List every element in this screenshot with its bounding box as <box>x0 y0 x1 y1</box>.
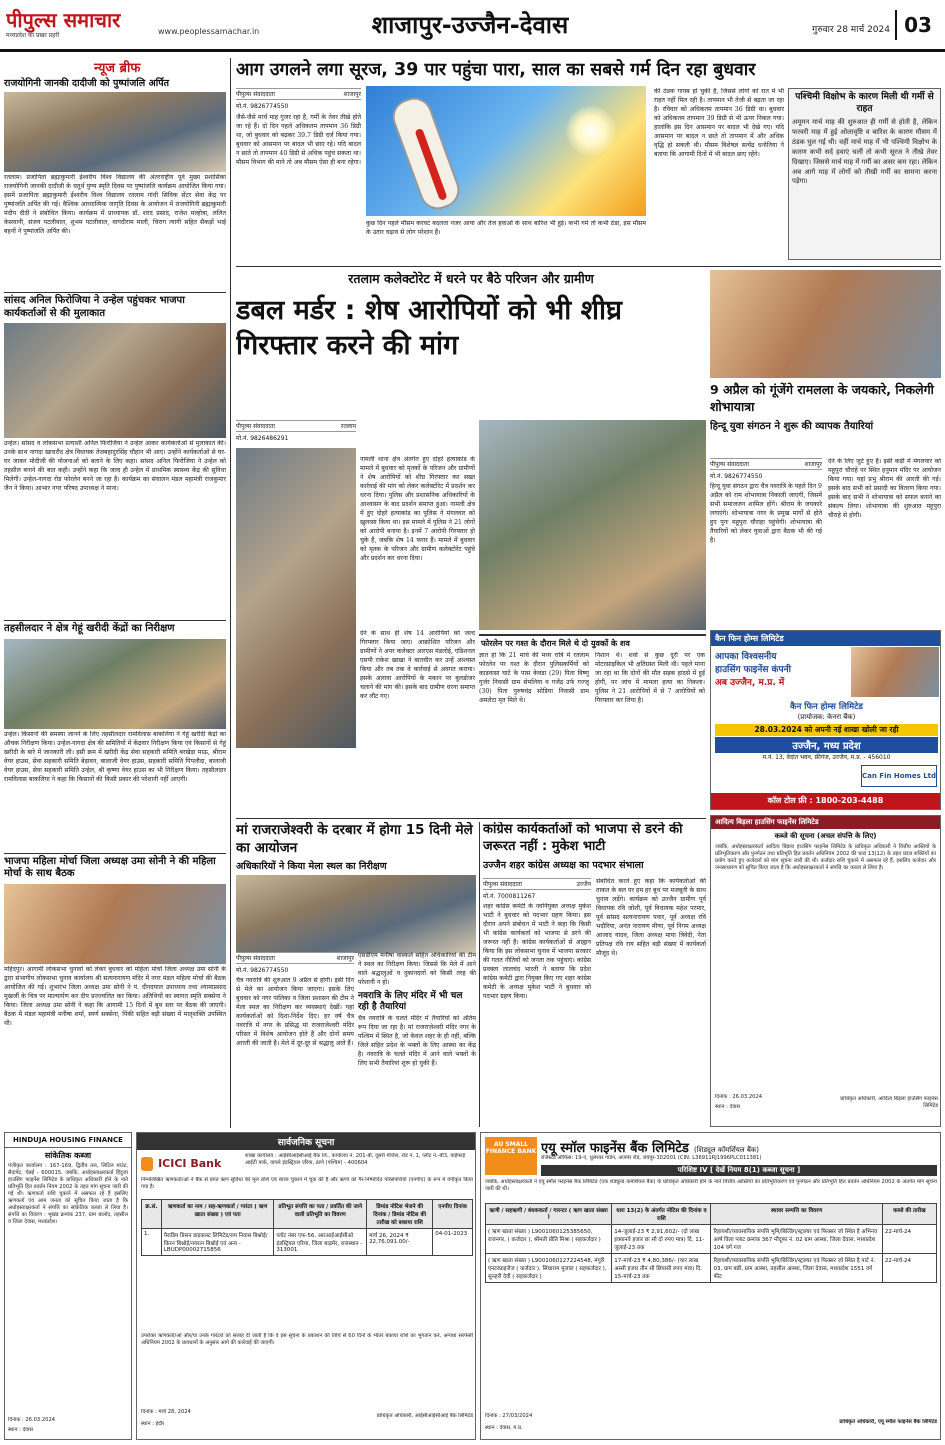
brief-headline: सांसद अनिल फिरोजिया ने उन्हेल पहुंचकर भाजपा कार्यकर्ताओं से की मुलाकात <box>4 295 185 319</box>
hinduja-title: सांकेतिक कब्जा <box>44 1151 92 1160</box>
section-divider <box>236 266 941 267</box>
hinduja-logo: HINDUJA HOUSING FINANCE <box>5 1133 131 1148</box>
au-signature: प्राधिकृत अधिकारी, एयू स्मॉल फाइनेंस बैंक लिमिटेड <box>839 1419 937 1425</box>
page-number: 03 <box>895 10 939 40</box>
mela-story <box>236 822 476 1127</box>
icici-signature: प्राधिकृत अधिकारी, आईसीआईसीआई बैंक लिमिटेड <box>376 1413 473 1419</box>
congress-subhead: उज्जैन शहर कांग्रेस अध्यक्ष का पदभार संभाला <box>483 859 644 871</box>
icici-place: स्थान : इंदौर <box>141 1421 165 1427</box>
congress-headline: कांग्रेस कार्यकर्ताओं को भाजपा से डरने की जरूरत नहीं : मुकेश भाटी <box>483 822 683 854</box>
section-title: शाजापुर-उज्जैन-देवास <box>371 11 569 39</box>
caption-col1: ज्ञात हो कि 21 मार्च की मध्य रात्रि में रतलाम फोरलेन पर गश्त के दौरान पुलिसकर्मियों को काडवासा घाटे के पास केवडा (29) पिता विष्णु गुर्जर निवासी ग्राम सेमलिया व गजेंद्र उर्फ गज्जू (30) पिता पुरुषचंद्र सोडिया निवासी ग्राम अमलेटा मृत मिले थे। <box>479 652 589 704</box>
reporter-phone: मो.नं. 9826774550 <box>236 103 289 110</box>
table-header: डिमांड नोटिस भेजने की दिनांक / डिमांड नोटिस की तारीख को बकाया राशि <box>367 1200 433 1229</box>
heat-byline <box>236 88 361 100</box>
canfin-tagline-3: अब उज्जैन, म.प्र. में <box>715 678 785 688</box>
brief-body: महिदपुर। आगामी लोकसभा चुनावों को लेकर बुधवार को महिला मोर्चा जिला अध्यक्ष उमा सोनी के द्वारा संभागीय लोकसभा चुनाव कार्यालय श्री सत्यनारायण मंदिर में नगर मंडल महिला मोर्चा की बैठक आयोजित की गई। शुभारंभ जिला अध्यक्ष उमा सोनी ने पं. दीनदयाल उपाध्याय तथा श्यामाप्रसाद मुखर्जी के चित्र पर माल्यार्पण कर दीप प्रज्ज्वलित कर किया। अतिथियों का स्वागत स्मृति सक्सेना ने किया। जिला अध्यक्ष उमा सोनी ने कहा कि आगामी 15 दिनों में बूथ स्तर पर बैठक की जाएगी। बैठक में मंडल महामंत्री मनीषा शर्मा, स्वर्ण सक्सेना, पिंकी सहित बड़ी संख्या में मातृशक्ति उपस्थित थी। <box>4 965 226 1027</box>
hinduja-place: स्थान : देवास <box>8 1427 33 1433</box>
canfin-company-2: कैन फिन होम्स लिमिटेड <box>790 702 863 712</box>
au-address: रजिस्टर्ड ऑफिस: 19-ए, धुलेश्वर गार्डन, अजमेर रोड, जयपुर-302001 (CIN: L36911RJ1996PLC011381) <box>541 1155 762 1161</box>
masthead <box>0 0 945 52</box>
reporter-phone: मो.नं. 9826774550 <box>236 967 289 974</box>
au-logo <box>485 1137 537 1175</box>
reporter-phone: मो.नं. 7000811267 <box>483 893 536 900</box>
icici-footer: उपरोक्त ऋणकर्ता/ओं और/या उनके गारंटरों को सलाह दी जाती है कि वे इस सूचना के प्रकाशन की तिथि से 60 दिनों के भीतर बकाया राशि का भुगतान करें, अन्यथा सरफेसी अधिनियम 2002 के प्रावधानों के अनुसार आगे की कार्रवाई की जाएगी। <box>141 1333 473 1347</box>
paper-name: पीपुल्स समाचार <box>6 8 121 32</box>
icici-logo <box>141 1153 241 1171</box>
canfin-city: उज्जैन, मध्य प्रदेश <box>715 737 938 753</box>
cell-property: रिहायशी/व्यावसायिक संपत्ति भूमि/बिल्डिंग/स्ट्रक्चर एवं फिक्सर जो स्थित है पार्ट नं. 03, ग्राम बन्नी, ग्राम आस्था, तहसील आस्था, जिला देवास, मध्यप्रदेश 1551 वर्ग फीट <box>711 1254 882 1283</box>
column-divider <box>230 58 231 1128</box>
icici-logo-icon <box>141 1157 153 1171</box>
ram-story <box>710 270 941 625</box>
murder-crowd-photo <box>479 420 706 630</box>
table-row <box>486 1254 937 1283</box>
canfin-tagline-1: आपका विश्वसनीय <box>715 652 777 662</box>
cell-sr: 1. <box>142 1229 162 1256</box>
brief-item-2 <box>4 292 226 620</box>
side-box-body: अमूमन मार्च माह की शुरुआत ही गर्मी से होती है, लेकिन फरवरी माह में हुई ओलावृष्टि व बारिश के कारण मौसम में ठंडक घुल गई थी। वहीं मार्च माह में भी पश्चिमी विक्षोभ के कारण कभी सर्द हवाएं चलीं तो कभी सूरज ने तीखे तेवर दिखाए। जिससे मार्च माह में गर्मी का असर कम रहा। लेकिन अब आगे माह में लोगों को तीखी गर्मी का सामना करना पड़ेगा। <box>792 118 937 186</box>
aditya-subtitle: कब्जे की सूचना (अचल संपत्ति के लिए) <box>774 832 877 840</box>
au-title-wrap <box>541 1137 937 1156</box>
reporter: पीपुल्स संवाददाता <box>236 91 275 98</box>
ram-byline <box>710 458 822 470</box>
heat-side-box <box>788 88 941 260</box>
location: रतलाम <box>340 423 356 430</box>
icici-table-wrap <box>141 1199 473 1256</box>
icici-header: सार्वजनिक सूचना <box>137 1133 475 1150</box>
canfin-opening: 28.03.2024 को अपनी नई शाखा खोली जा रही <box>715 724 938 736</box>
au-logo-text: AU SMALL FINANCE BANK <box>485 1141 537 1155</box>
reporter: पीपुल्स संवाददाता <box>483 881 522 888</box>
murder-headline: डबल मर्डर : शेष आरोपियों को भी शीघ्र गिरफ्तार करने की मांग <box>236 294 622 361</box>
thermometer-icon <box>388 93 465 215</box>
brief-item-4 <box>4 853 226 1116</box>
side-box-title: पश्चिमी विक्षोभ के कारण मिली थी गर्मी से राहत <box>795 92 934 114</box>
cell-npa: 04-01-2023 <box>433 1229 473 1256</box>
section-divider <box>236 818 706 819</box>
table-header: कब्जे की तारीख <box>882 1204 936 1225</box>
ram-photo <box>710 270 941 378</box>
au-appendix: परिशिष्ट IV [ देखें नियम 8(1) कब्जा सूचना ] <box>541 1165 937 1176</box>
ram-headline: 9 अप्रैल को गूंजेंगे रामलला के जयकारे, निकलेगी शोभायात्रा <box>710 382 934 414</box>
table-header: ऋणकर्ता का नाम / सह-ऋणकर्ता / गारंटर ( ऋण खाता संख्या ) एवं पता <box>161 1200 274 1229</box>
thermometer-mercury <box>414 128 447 201</box>
photo-caption: फोरलेन पर गश्त के दौरान मिले थे दो युवकों के शव <box>481 639 630 648</box>
reporter: पीपुल्स संवाददाता <box>710 461 749 468</box>
mela-col1: चैत्र नवरात्रि की शुरुआत 9 अप्रैल से होगी। इसी दिन से मेले का आयोजन किया जाएगा। इसके लिए बुधवार को नगर पालिका व जिला प्रशासन की टीम ने मेला स्थल का निरीक्षण कर व्यवस्थाएं देखीं। यहां कार्यकर्ताओं को दिशा-निर्देश दिए। हर वर्ष चैत्र नवरात्रि में नगर के प्रसिद्ध मां राजराजेश्वरी मंदिर परिसर में विशेष आयोजन होते हैं और दोनों समय आरती की जाती है। मेले में दूर-दूर से श्रद्धालु आते हैं। <box>236 977 354 1047</box>
ram-col2: देने के लिए जुटे हुए हैं। इसी कड़ी में मंगलवार को महूपुरा चौराहे पर स्थित हनुमान मंदिर पर आयोजन किया गया। यहां प्रभु श्रीराम की आरती की गई। इसके बाद सभी को प्रसादी का वितरण किया गया। इसके बाद सभी ने शोभायात्रा को सफल बनाने का संकल्प लिया। शोभायात्रा की शुरुआत महूपुरा चौराहे से होगी। <box>828 458 941 519</box>
au-place: स्थान : देवास, म.प्र. <box>485 1425 523 1431</box>
table-header: एनपीए दिनांक <box>433 1200 473 1229</box>
table-header-row <box>142 1200 473 1229</box>
reporter: पीपुल्स संवाददाता <box>236 955 275 962</box>
table-header: स्थावर सम्पत्ति का विवरण <box>711 1204 882 1225</box>
thermometer-photo <box>366 86 646 216</box>
canfin-address: म.नं. 13, वेदांत भवन, फ्रीगंज, उज्जैन, म.प्र. - 456010 <box>762 754 891 761</box>
brief-body: उन्हेल। किसानों की समस्या जानने के लिए तहसीलदार रामविलास बाकलिया ने गेहूं खरीदी केंद्रों का औचक निरीक्षण किया। उन्हेल-नागदा क्षेत्र की समितियों में केंद्रवार निरीक्षण किया एवं किसानों से गेहूं खरीदी के बारे में जानकारी ली। इसी क्रम में खरीदी केंद्र सेवा सहकारी समिति बरखेड़ा माऊ, श्रीराम वेयर हाउस, सेवा सहकारी समिति बेड़ावन, बालाजी वेयर हाउस, सहकारी समिति पिपलौदा, बालाजी वेयर हाउस, सेवा सहकारी समिति उन्हेल, श्री कृष्णा वेयर हाउस का भी निरीक्षण किया। तहसीलदार रामविलास बाकलिया ने कहा कि किसानों की किसी प्रकार की परेशानी नहीं आएगी। <box>4 730 226 783</box>
table-header: क्र.सं. <box>142 1200 162 1229</box>
ram-subhead: हिन्दू युवा संगठन ने शुरू की व्यापक तैयारियां <box>710 420 874 432</box>
canfin-tollfree-bar: कॉल टोल फ्री : 1800-203-4488 <box>711 793 940 809</box>
cell-date: 22-मार्च-24 <box>882 1254 936 1283</box>
canfin-tagline-box <box>715 649 845 688</box>
sun-icon <box>566 106 616 156</box>
congress-col1-wrap <box>483 878 591 1127</box>
reporter-phone: मो.नं. 9826486291 <box>236 435 289 442</box>
cell-notice: 17-मार्च-23 ₹ 4,80,386/- (चार लाख अस्सी हजार तीन सौ छियासी रुपए मात्र) दि. 15-मार्च-23 तक <box>612 1254 711 1283</box>
mela-photo <box>236 875 476 953</box>
murder-byline <box>236 420 356 432</box>
reporter: पीपुल्स संवाददाता <box>236 423 275 430</box>
aditya-body: जबकि, अधोहस्ताक्षरकर्ता आदित्य बिड़ला हाउसिंग फाइनेंस लिमिटेड के प्राधिकृत अधिकारी ने वित्तीय आस्तियों के प्रतिभूतिकरण और पुनर्गठन तथा प्रतिभूति हित प्रवर्तन अधिनियम 2002 की धारा 13(12) के तहत प्रदत्त शक्तियों का प्रयोग करते हुए कर्जदारों को मांग सूचना जारी की थी। कर्जदार राशि चुकाने में असफल रहे हैं, इसलिए कर्जदार और जनसाधारण को सूचित किया जाता है कि अधोहस्ताक्षरकर्ता ने संपत्ति का कब्जा ले लिया है। <box>715 844 936 872</box>
au-table-wrap <box>485 1203 937 1283</box>
caption-col2: निशान थे। शवों से कुछ दूरी पर एक मोटरसाइकिल भी क्षतिग्रस्त मिली थी। पहले माना जा रहा था कि दोनों की मौत सड़क हादसे में हुई होगी, पर जांच में मामला हत्या का निकला। पुलिस ने 21 आरोपियों में से 7 आरोपियों को गिरफ्तार कर लिया है। <box>595 652 705 704</box>
page-date: गुरुवार 28 मार्च 2024 <box>812 25 890 35</box>
icici-table <box>141 1199 473 1256</box>
murder-kicker: रतलाम कलेक्टोरेट में धरने पर बैठे परिजन और ग्रामीण <box>348 271 594 286</box>
au-date: दिनांक : 27/03/2024 <box>485 1413 533 1419</box>
aditya-place: स्थान : देवास <box>715 1104 740 1110</box>
mela-inset-title: नवरात्रि के लिए मंदिर में भी चल रही है तैयारियां <box>358 990 463 1013</box>
cell-date: 22-मार्च-24 <box>882 1225 936 1254</box>
table-header: ऋणी / सहऋणी / बंधककर्ता / गारन्टर ( ऋण खाता संख्या ) <box>486 1204 612 1225</box>
heat-col2: कुछ दिन पहले मौसम करवट बदलता नजर आया और तेज हवाओं के साथ बारिश भी हुई। कभी गर्म तो कभी ठंडा, इस मौसम के उतार चढ़ाव से लोग परेशान हैं। <box>366 220 646 236</box>
congress-story <box>483 822 706 1127</box>
paper-tagline: मध्यप्रदेश का प्रखर प्रहरी <box>6 32 60 39</box>
au-bank-ad <box>480 1132 941 1440</box>
location: शाजापुर <box>343 91 361 98</box>
hinduja-ad <box>4 1132 132 1440</box>
cell-property: रिहायशी/व्यावसायिक संपत्ति भूमि/बिल्डिंग/स्ट्रक्चर एवं फिक्सर जो स्थित है अभिनव आर्ष विला प्लाट क्रमांक 367 मौदूफा नं. 02 ग्राम आस्था, जिला देवास, मध्यप्रदेश 104 वर्ग गज <box>711 1225 882 1254</box>
location: शाजापुर <box>336 955 354 962</box>
aditya-signature: प्राधिकृत अधिकारी, आदित्य बिड़ला हाउसिंग फाइनेंस लिमिटेड <box>840 1096 938 1110</box>
cell-borrower: ( ऋण खाता संख्या ) L9001060125385650, राजनगर, ( कर्जदार ), श्रीमती प्रीति मिश्रा ( सहकर्जदार ) <box>486 1225 612 1254</box>
table-row <box>486 1225 937 1254</box>
heat-col3: की ठंडक गायब हो चुकी है, जिससे लोगों को रात में भी राहत नहीं मिल रही है। तापमान भी तेजी से बढ़ता जा रहा है। रविवार को अधिकतम तापमान 36 डिग्री था। बुधवार को अधिकतम तापमान 39 डिग्री से भी ऊपर निकल गया। हालांकि इस दिन आसमान पर बादल भी देखे गए। यदि आसमान पर बादल न छाते तो तापमान में और अधिक वृद्धि हो सकती थी। मौसम विशेषज्ञ सत्येंद्र धनोतिया ने बताया कि आगामी दिनों में भी बादल छाए रहेंगे। <box>654 88 784 158</box>
cell-property: प्लॉट नंबर एफ-56, आरआईआईसीओ इंडस्ट्रियल एरिया, जिला बाड़मेर, राजस्थान - 313001 <box>274 1229 367 1256</box>
icici-branch: शाखा कार्यालय : आईसीआईसीआई बैंक लि., कार्यालय नं. 201-बी, दूसरी मंजिल, रोड नं. 1, प्लॉट नं.-बी3, वाईफाई आईटी पार्क, वागले इंडस्ट्रियल एरिया, ठाणे (पश्चिम) - 400604 <box>245 1153 466 1167</box>
mela-col1-wrap <box>236 952 354 1127</box>
cell-borrower: ( ऋण खाता संख्या ) L9001060127224548, मंगूरी एनटरप्राइजेज ( कर्जदार ), सिंधाराम मुजाल ( सहकर्जदार ), सुनहरी देवी ( सहकर्जदार ) <box>486 1254 612 1283</box>
aditya-title: आदित्य बिड़ला हाउसिंग फाइनेंस लिमिटेड <box>711 816 940 829</box>
murder-protest-photo <box>236 448 356 748</box>
location: शाजापुर <box>804 461 822 468</box>
ram-col1: हिन्दू युवा संगठन द्वारा चैत्र नवरात्रि के पहले दिन 9 अप्रैल को राम शोभायात्रा निकाली जाएगी, जिसमें सभी समाजजन शामिल होंगे। श्रीराम के जयकारे लगाएंगे। शोभायात्रा नगर के प्रमुख मार्गों से होते हुए पुनः महूपुरा चौराहा पहुंचेगी। शोभायात्रा की तैयारियों को लेकर युवाओं द्वारा बैठक भी की गई है। <box>710 483 822 544</box>
au-table <box>485 1203 937 1283</box>
murder-story <box>236 270 706 815</box>
ram-col1-wrap <box>710 458 822 623</box>
canfin-tagline-2: हाउसिंग फाइनेंस कंपनी <box>715 665 791 675</box>
mela-headline: मां राजराजेश्वरी के दरबार में होगा 15 दिनी मेले का आयोजन <box>236 822 473 856</box>
canfin-company: कैन फिन होम्स लिमिटेड <box>711 631 940 646</box>
icici-intro: निम्नलिखित ऋणकर्ता/ओं ने बैंक से प्राप्त ऋण सुविधा की मूल राशि एवं ब्याज चुकाने में चूक की है और ऋणों को गैर-निष्पादित परिसंपत्तियों (एनपीए) के रूप में वर्गीकृत किया गया है। <box>141 1177 473 1191</box>
hinduja-body: पंजीकृत कार्यालय : 167-169, द्वितीय तल, लिटिल माउंट, सैदापेट, चेन्नई - 600015. जबकि, अधोहस्ताक्षरकर्ता हिंदुजा हाउसिंग फाइनेंस लिमिटेड के प्राधिकृत अधिकारी होने के नाते प्रतिभूति हित प्रवर्तन नियम 2002 के तहत मांग सूचना जारी की गई थी। ऋणकर्ता राशि चुकाने में असफल रहे हैं इसलिए ऋणकर्ता एवं आम जनता को सूचित किया जाता है कि अधोहस्ताक्षरकर्ता ने संपत्ति का सांकेतिक कब्जा ले लिया है। संपत्ति का विवरण : भूखंड क्रमांक 237, ग्राम बालोद, तहसील व जिला देवास, मध्यप्रदेश। <box>8 1163 128 1226</box>
murder-col2: देने के साथ ही शेष 14 आरोपियों को जल्द गिरफ्तार किया जाए। आक्रोशित परिजन और ग्रामीणों ने अपर कलेक्टर आरएस मंडलोई, एडिशनल एसपी राकेश खाखा ने बातचीत कर उन्हें आश्वस्त किया और तब तक वे कार्रवाई से अवगत कराया। इसके अलावा आरोपियों के मकान पर बुलडोजर चलाने की मांग की। इसके बाद ग्रामीण धरना समाप्त कर लौट गए। <box>360 630 475 700</box>
table-row <box>142 1229 473 1256</box>
aditya-ad <box>710 815 941 1127</box>
cell-borrower: पैराडिम प्रिसन डाइकास्ट लिमिटेड/राम निवास बिश्नोई/किरन बिश्नोई/नवरत्न बिश्नोई एवं अन्य - LBUDP00002715856 <box>161 1229 274 1256</box>
heat-story <box>236 58 941 263</box>
canfin-ad <box>710 630 941 810</box>
murder-col1: नामली थाना क्षेत्र अंतर्गत हुए दोहरे हत्याकांड के मामले में बुधवार को मृतकों के परिजन और ग्रामीणों ने शेष आरोपियों को शीघ्र गिरफ्तार कर सख्त कार्रवाई की मांग को लेकर कलेक्टोरेट में प्रदर्शन कर धरना दिया। पुलिस और प्रशासनिक अधिकारियों के आश्वासन के बाद प्रदर्शन समाप्त हुआ। नामली क्षेत्र में हुए दोहरे हत्याकांड का पुलिस ने मंगलवार को खुलासा किया था। इस मामले में पुलिस ने 21 लोगों को आरोपी बनाया है। इनमें 7 आरोपी गिरफ्तार हो चुके हैं, जबकि शेष 14 फरार हैं। मामले में बुधवार को मृतक के परिजन और ग्रामीण कलेक्टोरेट पहुंचे और प्रदर्शन कर धरना दिया। <box>360 456 475 562</box>
brief-photo-3 <box>4 639 226 729</box>
canfin-logo <box>861 765 937 787</box>
news-brief-column <box>4 58 226 1128</box>
congress-col2: संबोधित करते हुए कहा कि कार्यकर्ताओं की ताकत के बल पर हम हर बूथ पर मजबूती के साथ चुनाव लड़ेंगे। कार्यक्रम को उज्जैन ग्रामीण पूर्व विधायक रवि जोशी, पूर्व विधायक महेश परमार, पूर्व सांसद सत्यनारायण पवार, पूर्व अध्यक्ष रवि भदौरिया, अनंत नारायण मीणा, पूर्व निगम अध्यक्ष आजाद यादव, जिला अध्यक्ष माया त्रिवेदी, नेता प्रतिपक्ष रवि राय सहित बड़ी संख्या में कार्यकर्ता मौजूद थे। <box>596 878 706 957</box>
brief-photo-4 <box>4 884 226 964</box>
brief-photo-2 <box>4 323 226 438</box>
table-header: प्रतिभूत संपत्ति का पता / प्रवर्तित की जाने वाली प्रतिभूति का विवरण <box>274 1200 367 1229</box>
news-brief-label: न्यूज ब्रीफ <box>94 61 141 76</box>
column-divider <box>479 822 480 1127</box>
murder-caption-box <box>479 634 706 754</box>
au-intro: जबकि, अधोहस्ताक्षरकर्ता ने एयू स्मॉल फाइनेंस बैंक लिमिटेड (एक शेड्यूल्ड कमर्शियल बैंक) के प्राधिकृत अधिकारी होने के नाते वित्तीय आस्तियों का प्रतिभूतिकरण एवं पुनर्गठन और प्रतिभूति हित प्रवर्तन अधिनियम 2002 के अंतर्गत मांग सूचना जारी की थी। <box>485 1179 937 1193</box>
congress-byline <box>483 878 591 890</box>
reporter-phone: मो.नं. 9826774550 <box>710 473 763 480</box>
brief-body: उन्हेल। सांसद व लोकसभा प्रत्याशी अनिल फिरोजिया ने उन्हेल आकर कार्यकर्ताओं से मुलाकात की। उनके साथ नागदा खाचरौद क्षेत्र विधायक तेजबहादुरसिंह चौहान भी आए। उन्होंने कार्यकर्ताओं से घर-घर जाकर मोदीजी की योजनाओं को बताने के लिए कहा। सांसद अनिल फिरोजिया ने उन्हेल को तहसील बनाने की बात कही। उन्होंने कहा कि जल्द ही उन्हेल में प्राथमिक स्वास्थ्य केंद्र की सुविधा मिलेगी। उन्हेल-नागदा रोड फोरलेन बनने जा रहा है। कार्यक्रम का संचालन मंडल महामंत्री राजकुमार जैन ने किया। आभार नगर परिषद उपाध्यक्ष ने माना। <box>4 440 226 493</box>
brief-item-3 <box>4 620 226 853</box>
mela-col3: चैत्र नवरात्रि के चलते मंदिर में तैयारियों को अंतिम रूप दिया जा रहा है। मां राजराजेश्वरी मंदिर नगर के पश्चिम में स्थित है, जो केवल शहर के ही नहीं, बल्कि जिले सहित प्रदेश के भक्तों के लिए आस्था का केंद्र है। नवरात्रि के चलते मंदिर में आने वाले भक्तों के लिए सभी तैयारियां शुरू हो चुकी हैं। <box>358 1015 476 1068</box>
canfin-family-photo <box>851 647 939 697</box>
heat-col1: जैसे-जैसे मार्च माह गुजर रहा है, गर्मी के तेवर तीखे होते जा रहे हैं। दो दिन पहले अधिकतम तापमान 36 डिग्री था, जो बुधवार को बढ़कर 39.7 डिग्री दर्ज किया गया। बुधवार को आसमान पर बादल भी छाए रहे। यदि बादल न छाते तो तापमान 40 डिग्री से अधिक पहुंच सकता था। मौसम विभाग की माने तो अब मौसम ऐसा ही बना रहेगा। <box>236 114 361 166</box>
heat-headline: आग उगलने लगा सूरज, 39 पार पहुंचा पारा, साल का सबसे गर्म दिन रहा बुधवार <box>236 60 756 80</box>
brief-item-1 <box>4 78 226 292</box>
mela-col2: एसडीएम मनीषा वास्कले सहित अधिकारियों की टीम ने स्थल का निरीक्षण किया। जिससे कि मेले में आने वाले श्रद्धालुओं व दुकानदारों को किसी तरह की परेशानी न हो। <box>358 952 476 986</box>
brief-headline: भाजपा महिला मोर्चा जिला अध्यक्ष उमा सोनी ने की महिला मोर्चा के साथ बैठक <box>4 855 216 880</box>
table-header-row <box>486 1204 937 1225</box>
canfin-logo-text: Can Fin Homes Ltd <box>862 772 937 780</box>
cell-notice: 14-जुलाई-23 ₹ 2,91,602/- (दो लाख इक्यानवे हजार छः सौ दो रुपए मात्र) दि. 11-जुलाई-23 तक <box>612 1225 711 1254</box>
brief-headline: राजयोगिनी जानकी दादीजी को पुष्पांजलि अर्पित <box>4 78 170 89</box>
paper-logo <box>6 6 156 42</box>
heat-text-left <box>236 88 361 258</box>
mela-col2-wrap <box>358 952 476 1127</box>
website: www.peoplessamachar.in <box>158 27 260 36</box>
au-title-note: (शिड्यूल कॉमर्शियल बैंक) <box>693 1146 759 1154</box>
hinduja-date: दिनांक : 26.03.2024 <box>8 1417 56 1423</box>
table-header: धारा 13(2) के अंतर्गत नोटिस की दिनांक व राशि <box>612 1204 711 1225</box>
icici-ad <box>136 1132 476 1440</box>
icici-bank-name: ICICI Bank <box>158 1157 222 1170</box>
congress-col1: शहर कांग्रेस कमेटी के नवनियुक्त अध्यक्ष मुकेश भाटी ने बुधवार को पदभार ग्रहण किया। इस दौरान अपने संबोधन में भाटी ने कहा कि किसी भी कांग्रेस कार्यकर्ता को भाजपा से डरने की जरूरत नहीं है। कांग्रेस कार्यकर्ताओं से आह्वान किया कि इस लोकसभा चुनाव में भाजपा सरकार की गलत नीतियों को जनता तक पहुंचाएं। कांग्रेस प्रवक्ता लालचंद भारती ने बताया कि प्रदेश कांग्रेस कमेटी द्वारा नियुक्त किए गए शहर कांग्रेस कमेटी के अध्यक्ष मुकेश भाटी ने बुधवार को पदभार ग्रहण किया। <box>483 903 591 1000</box>
brief-body: रतलाम। प्रजापिता ब्रह्माकुमारी ईश्वरीय विश्व विद्यालय की अंतरराष्ट्रीय पूर्व मुख्य प्रशासिका राजयोगिनी जानकी दादीजी के चतुर्थ पुण्य स्मृति दिवस पर पुष्पांजलि कार्यक्रम आयोजित किया गया। इसमें प्रजापिता ब्रह्माकुमारी ईश्वरीय विश्व विद्यालय रतलाम गांधी सिविक सेंटर सेवा केंद्र पर पुष्पांजलि अर्पित की गई। वैश्विक आध्यात्मिक जागृति दिवस के आयोजन में राजयोगिनी ब्रह्माकुमारी मंदीप दीदी ने संबोधित किया। कार्यक्रम में प्राध्यापक डॉ. शरद प्रसाद, राजेश मल्होत्रा, ललित केसवानी, संजय पटलीवाल, शुभम पटलीवाल, वागदीराम माली, चिराग त्यागी सहित सैकड़ों भाई बहनों ने पुष्पांजलि अर्पित की। <box>4 174 226 236</box>
location: उज्जैन <box>576 881 591 888</box>
cell-notice: मार्च 26, 2024 ₹ 22,76,091.00/- <box>367 1229 433 1256</box>
icici-date: दिनांक : मार्च 28, 2024 <box>141 1409 191 1415</box>
tollfree-label: कॉल टोल फ्री <box>767 796 807 805</box>
aditya-date: दिनांक : 26.03.2024 <box>715 1094 763 1100</box>
au-title: एयू स्मॉल फाइनेंस बैंक लिमिटेड <box>541 1141 689 1156</box>
brief-photo-1 <box>4 92 226 172</box>
tollfree-number[interactable]: 1800-203-4488 <box>815 796 884 805</box>
brief-headline: तहसीलदार ने क्षेत्र गेहूं खरीदी केंद्रों का निरीक्षण <box>4 623 175 635</box>
mela-byline <box>236 952 354 964</box>
canfin-sponsor: (प्रायोजक: केनरा बैंक) <box>797 713 856 721</box>
mela-subhead: अधिकारियों ने किया मेला स्थल का निरीक्षण <box>236 861 387 873</box>
